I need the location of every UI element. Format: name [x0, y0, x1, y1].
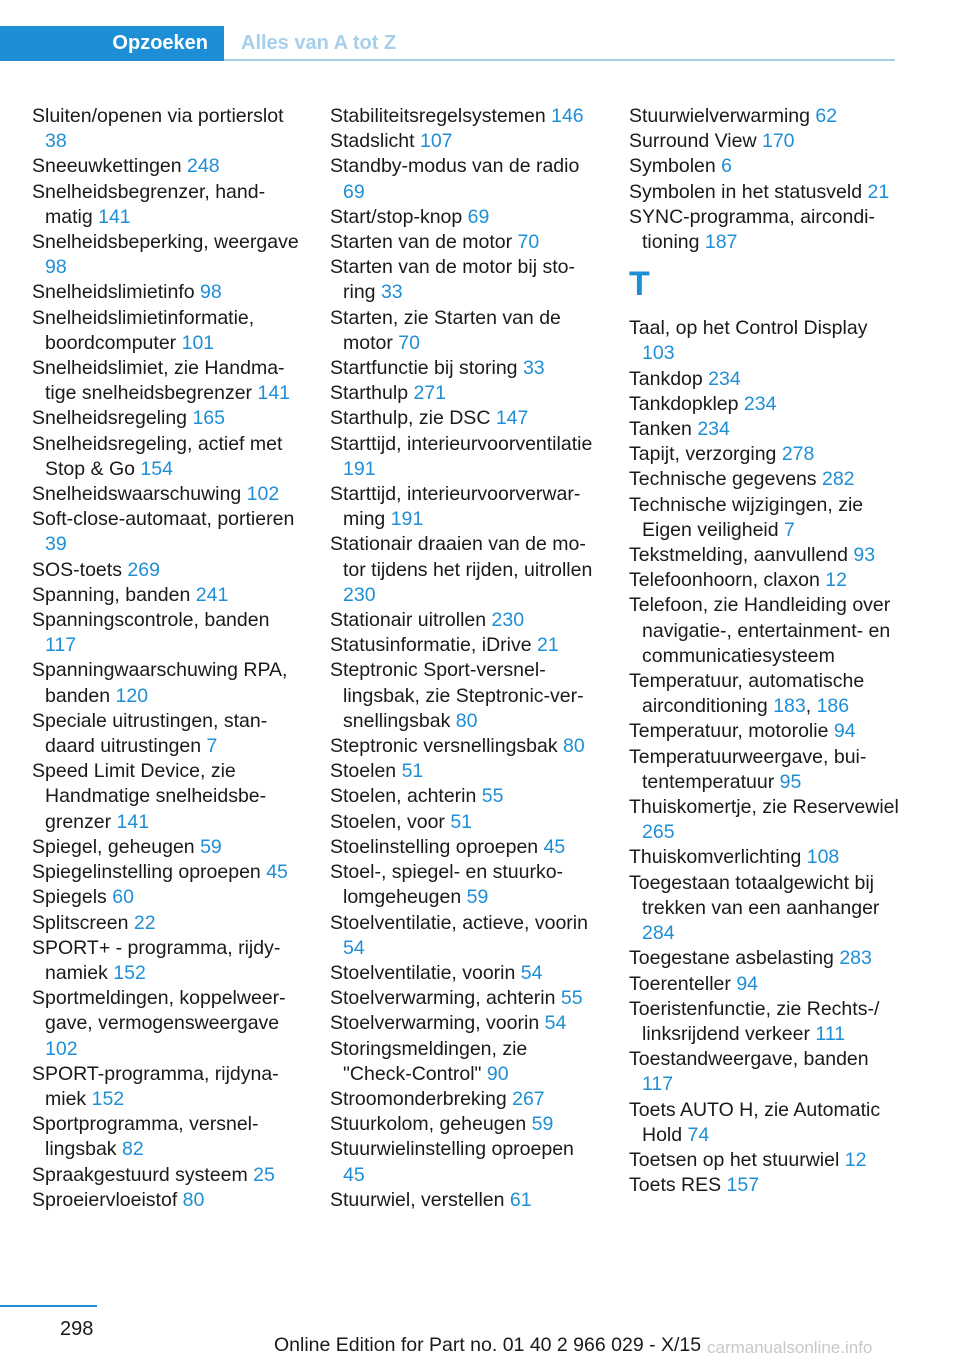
page-link[interactable]: 241 — [195, 583, 229, 606]
page-link[interactable]: 187 — [704, 231, 738, 254]
index-term: Snelheidsregeling — [32, 407, 188, 430]
page-link[interactable]: 120 — [115, 684, 149, 707]
index-entry — [330, 633, 598, 658]
index-term: Starthulp, zie DSC — [330, 407, 491, 430]
index-term: Startfunctie bij storing — [330, 357, 518, 380]
index-term: Snelheidsbeperking, weergave — [32, 231, 299, 254]
index-entry — [629, 745, 901, 795]
page-link[interactable]: 21 — [537, 634, 559, 657]
index-term: Tankdopklep — [629, 392, 739, 415]
index-entry — [32, 180, 300, 230]
index-term: Tankdop — [629, 367, 703, 390]
index-term: Technische wijzigingen, zie Eigen veiligheid — [629, 493, 864, 541]
index-entry — [32, 608, 300, 658]
page-link[interactable]: 165 — [192, 407, 225, 430]
index-entry — [330, 205, 598, 230]
index-entry — [32, 432, 300, 482]
page-link[interactable]: 60 — [112, 886, 134, 909]
index-term: Toetsen op het stuurwiel — [629, 1148, 840, 1171]
page-link[interactable]: 191 — [390, 508, 424, 531]
page-link[interactable]: 170 — [761, 130, 795, 153]
index-entry — [629, 845, 901, 870]
page-link[interactable]: 101 — [181, 331, 215, 354]
page-link[interactable]: 102 — [246, 483, 280, 506]
page-link[interactable]: 12 — [825, 569, 847, 592]
index-term: Toegestane asbelasting — [629, 947, 834, 970]
page-link[interactable]: 22 — [133, 911, 156, 934]
page-link[interactable]: 141 — [98, 205, 131, 228]
index-entry — [330, 1087, 598, 1112]
index-term: Stabiliteitsregelsystemen — [330, 105, 546, 127]
index-term: Starthulp — [330, 382, 409, 405]
page-link[interactable]: 80 — [563, 735, 585, 758]
index-entry — [629, 493, 901, 543]
page-link[interactable]: 12 — [844, 1148, 867, 1171]
index-entry — [32, 583, 300, 608]
index-term: Stoelventilatie, actieve, voorin — [330, 911, 588, 934]
index-entry — [330, 432, 598, 482]
index-entry — [330, 381, 598, 406]
page-link[interactable]: 69 — [343, 180, 365, 203]
index-entry — [629, 129, 901, 154]
index-entry — [629, 442, 901, 467]
page-link[interactable]: 61 — [509, 1188, 532, 1211]
index-term: Spiegel, geheugen — [32, 835, 195, 858]
index-term: Technische gegevens — [629, 468, 817, 491]
index-term: SOS-toets — [32, 558, 122, 581]
index-entry — [629, 316, 901, 366]
page-link[interactable]: 70 — [517, 231, 540, 254]
index-entry — [629, 997, 901, 1047]
index-entry — [629, 795, 901, 845]
index-entry — [32, 230, 300, 280]
index-entry — [330, 911, 598, 961]
page-link[interactable]: 80 — [455, 709, 478, 732]
page-link[interactable]: 93 — [853, 544, 876, 567]
index-term: Snelheidsregeling, actief met Stop & Go — [32, 432, 283, 480]
page-link[interactable]: 45 — [543, 835, 566, 858]
page-link[interactable]: 51 — [450, 810, 473, 833]
index-entry — [32, 280, 300, 305]
index-column-1 — [32, 104, 300, 1213]
page-link[interactable]: 146 — [551, 105, 584, 127]
index-term: SPORT-programma, rijdynamiek — [32, 1062, 279, 1110]
index-entry — [32, 860, 300, 885]
page-link[interactable]: 7 — [206, 735, 218, 758]
index-term: Toeristenfunctie, zie Rechts-/ linksrijdend verkeer — [629, 997, 880, 1045]
index-entry — [629, 568, 901, 593]
index-term: Sneeuwkettingen — [32, 155, 182, 178]
index-entry — [330, 1137, 598, 1187]
index-term: Telefoonhoorn, claxon — [629, 569, 820, 592]
index-entry — [330, 482, 598, 532]
page-link[interactable]: 54 — [544, 1012, 567, 1035]
index-entry — [32, 1163, 300, 1188]
index-entry — [32, 658, 300, 708]
index-entry — [330, 1011, 598, 1036]
index-entry — [629, 543, 901, 568]
index-term: Stationair draaien van de motor tijdens het rijden, uitrollen — [330, 533, 593, 581]
page-link[interactable]: 141 — [257, 382, 291, 405]
index-term: Spraakgestuurd systeem — [32, 1163, 248, 1186]
index-column-3 — [629, 104, 901, 1198]
index-entry — [32, 986, 300, 1062]
index-term: Toestandweergave, banden — [629, 1048, 869, 1071]
page-link[interactable]: 186 — [816, 695, 850, 718]
index-entry — [330, 104, 598, 129]
header-tabbar — [0, 26, 895, 61]
index-entry — [330, 129, 598, 154]
index-term: Starten van de motor bij storing — [330, 256, 575, 304]
page-link[interactable]: 271 — [413, 382, 447, 405]
index-entry — [32, 306, 300, 356]
page-link[interactable]: 117 — [642, 1073, 674, 1096]
index-entry — [330, 406, 598, 431]
page-link[interactable]: 278 — [781, 443, 815, 466]
page-link[interactable]: 108 — [806, 846, 840, 869]
index-term: Standby-modus van de radio — [330, 155, 580, 178]
index-entry — [330, 860, 598, 910]
page-link[interactable]: 80 — [182, 1188, 205, 1211]
index-term: Spiegelinstelling oproepen — [32, 861, 261, 884]
index-entry — [330, 154, 598, 204]
index-term: Stoel-, spiegel- en stuurkolomgeheugen — [330, 861, 564, 909]
page-link[interactable]: 230 — [491, 609, 525, 632]
page-link[interactable]: 25 — [253, 1163, 275, 1186]
index-term: Stuurwielinstelling oproepen — [330, 1138, 574, 1161]
index-term: Spiegels — [32, 886, 107, 909]
index-entry — [330, 784, 598, 809]
page-link[interactable]: 230 — [343, 583, 376, 606]
page-link[interactable]: 59 — [531, 1113, 554, 1136]
page-link[interactable]: 269 — [127, 558, 160, 581]
index-term: Sportprogramma, versnellingsbak — [32, 1113, 259, 1161]
index-term: Start/stop-knop — [330, 205, 463, 228]
index-term: Spanning, banden — [32, 583, 191, 606]
page-link[interactable]: 284 — [642, 922, 675, 945]
index-term: Spanningscontrole, banden — [32, 609, 270, 632]
index-term: Stoelen, voor — [330, 810, 445, 833]
page-link[interactable]: 38 — [45, 130, 67, 153]
index-term: Sproeiervloeistof — [32, 1188, 178, 1211]
index-term: Snelheidslimietinformatie, boordcomputer — [32, 306, 255, 354]
page-link[interactable]: 147 — [495, 407, 529, 430]
page-link[interactable]: 154 — [140, 457, 173, 480]
index-entry — [629, 719, 901, 744]
index-term: Stoelventilatie, voorin — [330, 961, 516, 984]
page-link[interactable]: 234 — [697, 418, 730, 441]
index-column-2 — [330, 104, 598, 1213]
page-link[interactable]: 111 — [815, 1022, 846, 1045]
page-link[interactable]: 62 — [815, 105, 838, 127]
index-entry — [629, 1148, 901, 1173]
section-letter: T — [629, 265, 650, 304]
index-term: Telefoon, zie Handleiding over navigatie-, entertainment- en communicatiesysteem — [629, 594, 891, 667]
index-term: Toets AUTO H, zie Automatic Hold — [629, 1098, 881, 1146]
index-term: Stroomonderbreking — [330, 1087, 507, 1110]
watermark: carmanualsonline.info — [707, 1338, 873, 1357]
page-link[interactable]: 7 — [784, 518, 795, 541]
page-link[interactable]: 152 — [113, 961, 146, 984]
page-link[interactable]: 183 — [773, 695, 806, 718]
index-term: Toerenteller — [629, 972, 731, 995]
footer-rule — [0, 1305, 97, 1307]
index-entry — [32, 356, 300, 406]
index-term: Stuurwiel, verstellen — [330, 1188, 505, 1211]
page-link[interactable]: 33 — [380, 281, 403, 304]
index-entry — [629, 1098, 901, 1148]
page-link[interactable]: 55 — [560, 987, 583, 1010]
index-term: Tekstmelding, aanvullend — [629, 544, 848, 567]
index-entry — [629, 104, 901, 129]
index-entry — [330, 608, 598, 633]
index-term: Stuurwielverwarming — [629, 105, 810, 127]
page-link[interactable]: 265 — [642, 821, 675, 844]
index-entry — [330, 986, 598, 1011]
index-entry — [629, 467, 901, 492]
page-link[interactable]: 282 — [821, 468, 855, 491]
page-link[interactable]: 55 — [481, 785, 504, 808]
index-entry — [32, 406, 300, 431]
index-term: Taal, op het Control Display — [629, 317, 868, 340]
page-link[interactable]: 94 — [833, 720, 856, 743]
page-link[interactable]: 234 — [708, 367, 741, 390]
page-link[interactable]: 95 — [779, 770, 802, 793]
page-link[interactable]: 54 — [343, 936, 365, 959]
index-term: Toegestaan totaalgewicht bij trekken van een aanhanger — [629, 871, 880, 919]
page-link[interactable]: 70 — [398, 331, 420, 354]
edition-note: Online Edition for Part no. 01 40 2 966 029 - X/15 — [274, 1334, 702, 1356]
index-entry — [32, 835, 300, 860]
index-entry — [330, 759, 598, 784]
tab-opzoeken[interactable]: Opzoeken — [0, 26, 224, 61]
index-entry — [330, 356, 598, 381]
index-term: Toets RES — [629, 1174, 722, 1197]
index-entry — [629, 367, 901, 392]
index-entry — [330, 306, 598, 356]
index-term: Tanken — [629, 418, 692, 441]
page-link[interactable]: 39 — [45, 533, 67, 556]
index-term: Temperatuur, motorolie — [629, 720, 829, 743]
index-entry — [32, 1062, 300, 1112]
page-link[interactable]: 157 — [726, 1174, 760, 1197]
index-term: Starttijd, interieurvoorverwarming — [330, 483, 581, 531]
index-term: Spanningwaarschuwing RPA, banden — [32, 659, 288, 707]
page-link[interactable]: 234 — [743, 392, 777, 415]
index-entry — [32, 936, 300, 986]
index-term: Stoelen, achterin — [330, 785, 477, 808]
page-link[interactable]: 94 — [736, 972, 759, 995]
index-entry — [629, 1173, 901, 1198]
page-link[interactable]: 69 — [467, 205, 490, 228]
page-link[interactable]: 59 — [466, 886, 489, 909]
index-term: Thuiskomverlichting — [629, 846, 802, 869]
index-term: Stoelinstelling oproepen — [330, 835, 539, 858]
index-term: Snelheidslimietinfo — [32, 281, 195, 304]
index-entry — [629, 180, 901, 205]
page-link[interactable]: 45 — [343, 1163, 365, 1186]
index-entry — [32, 154, 300, 179]
index-term: Sportmeldingen, koppelweergave, vermogensweergave — [32, 987, 286, 1035]
index-term: Thuiskomertje, zie Reservewiel — [629, 796, 899, 819]
index-entry — [32, 709, 300, 759]
index-term: Soft-close-automaat, portieren — [32, 508, 295, 531]
index-term: Stoelverwarming, voorin — [330, 1012, 540, 1035]
page-link[interactable]: 117 — [45, 634, 77, 657]
page-link[interactable]: 107 — [419, 130, 453, 153]
page-link[interactable]: 102 — [45, 1037, 78, 1060]
index-entry — [330, 658, 598, 734]
tab-underline — [224, 59, 895, 61]
index-term: Stuurkolom, geheugen — [330, 1113, 527, 1136]
index-entry — [330, 1112, 598, 1137]
index-term: Snelheidsbegrenzer, handmatig — [32, 180, 266, 228]
index-entry — [330, 961, 598, 986]
index-entry — [629, 871, 901, 947]
index-entry — [32, 104, 300, 154]
index-entry — [629, 417, 901, 442]
index-term: Steptronic versnellingsbak — [330, 735, 558, 758]
page-link[interactable]: 152 — [91, 1087, 125, 1110]
index-entry: Temperatuur, automatische airconditioning 183, 186 — [629, 670, 865, 718]
index-term: Stoelen — [330, 760, 397, 783]
index-term: Storingsmeldingen, zie "Check-Control" — [330, 1037, 528, 1085]
index-entry — [330, 734, 598, 759]
index-term: Steptronic Sport-versnellingsbak, zie Steptronic-versnellingsbak — [330, 659, 584, 732]
index-term: Temperatuur, automatische airconditioning — [629, 670, 865, 718]
index-entry — [629, 205, 901, 255]
index-entry — [32, 558, 300, 583]
page-link[interactable]: 51 — [401, 760, 424, 783]
page-link[interactable]: 98 — [45, 256, 67, 279]
index-term: Surround View — [629, 130, 757, 153]
index-term: Tapijt, verzorging — [629, 443, 777, 466]
index-entry — [629, 392, 901, 417]
page-link[interactable]: 54 — [520, 961, 543, 984]
page-link[interactable]: 267 — [512, 1087, 545, 1110]
index-entry — [629, 946, 901, 971]
page-link[interactable]: 141 — [116, 810, 150, 833]
index-entry — [629, 154, 901, 179]
index-term: Speed Limit Device, zie Handmatige snelheidsbegrenzer — [32, 760, 267, 833]
page-link[interactable]: 90 — [486, 1062, 509, 1085]
index-term: Stadslicht — [330, 130, 415, 153]
index-entry — [629, 593, 901, 669]
page-link[interactable]: 33 — [522, 357, 545, 380]
index-entry — [330, 230, 598, 255]
page-link[interactable]: 103 — [642, 342, 675, 365]
page-link[interactable]: 82 — [121, 1138, 144, 1161]
index-entry — [629, 972, 901, 997]
index-term: SPORT+ - programma, rijdynamiek — [32, 936, 281, 984]
index-term: Symbolen in het statusveld — [629, 180, 863, 203]
index-entry — [32, 507, 300, 557]
index-entry — [32, 885, 300, 910]
tab-alles-van-a-tot-z[interactable]: Alles van A tot Z — [241, 32, 397, 54]
index-entry — [330, 835, 598, 860]
index-entry — [32, 759, 300, 835]
index-term: Statusinformatie, iDrive — [330, 634, 532, 657]
index-term: Stoelverwarming, achterin — [330, 987, 556, 1010]
index-term: Sluiten/openen via portierslot — [32, 105, 284, 127]
index-entry — [32, 911, 300, 936]
index-entry — [330, 1037, 598, 1087]
index-term: Snelheidslimiet, zie Handmatige snelheidsbegrenzer — [32, 357, 285, 405]
page-link[interactable]: 248 — [187, 155, 220, 178]
index-entry — [330, 532, 598, 608]
page-link[interactable]: 21 — [867, 180, 890, 203]
index-entry — [32, 1112, 300, 1162]
index-entry — [330, 255, 598, 305]
index-entry — [32, 1188, 300, 1213]
index-term: Starten, zie Starten van de motor — [330, 306, 561, 354]
index-term: Snelheidswaarschuwing — [32, 483, 242, 506]
index-term: Stationair uitrollen — [330, 609, 487, 632]
index-entry — [629, 1047, 901, 1097]
index-term: Starttijd, interieurvoorventilatie — [330, 432, 593, 455]
index-term: Splitscreen — [32, 911, 129, 934]
index-entry — [330, 1188, 598, 1213]
index-term: Symbolen — [629, 155, 716, 178]
index-entry — [330, 810, 598, 835]
page-link[interactable]: 191 — [343, 457, 376, 480]
index-term: Starten van de motor — [330, 231, 513, 254]
page-link[interactable]: 74 — [687, 1123, 710, 1146]
index-entry — [32, 482, 300, 507]
page-link[interactable]: 6 — [721, 155, 732, 178]
page-link[interactable]: 283 — [839, 947, 872, 970]
index-term: Temperatuurweergave, buitentemperatuur — [629, 745, 867, 793]
page-link[interactable]: 59 — [200, 835, 222, 858]
page-link[interactable]: 45 — [266, 861, 288, 884]
page-number: 298 — [60, 1318, 94, 1340]
page-link[interactable]: 98 — [200, 281, 222, 304]
index-term: Speciale uitrustingen, standaard uitrustingen — [32, 709, 268, 758]
index-term: SYNC-programma, airconditioning — [629, 205, 875, 254]
